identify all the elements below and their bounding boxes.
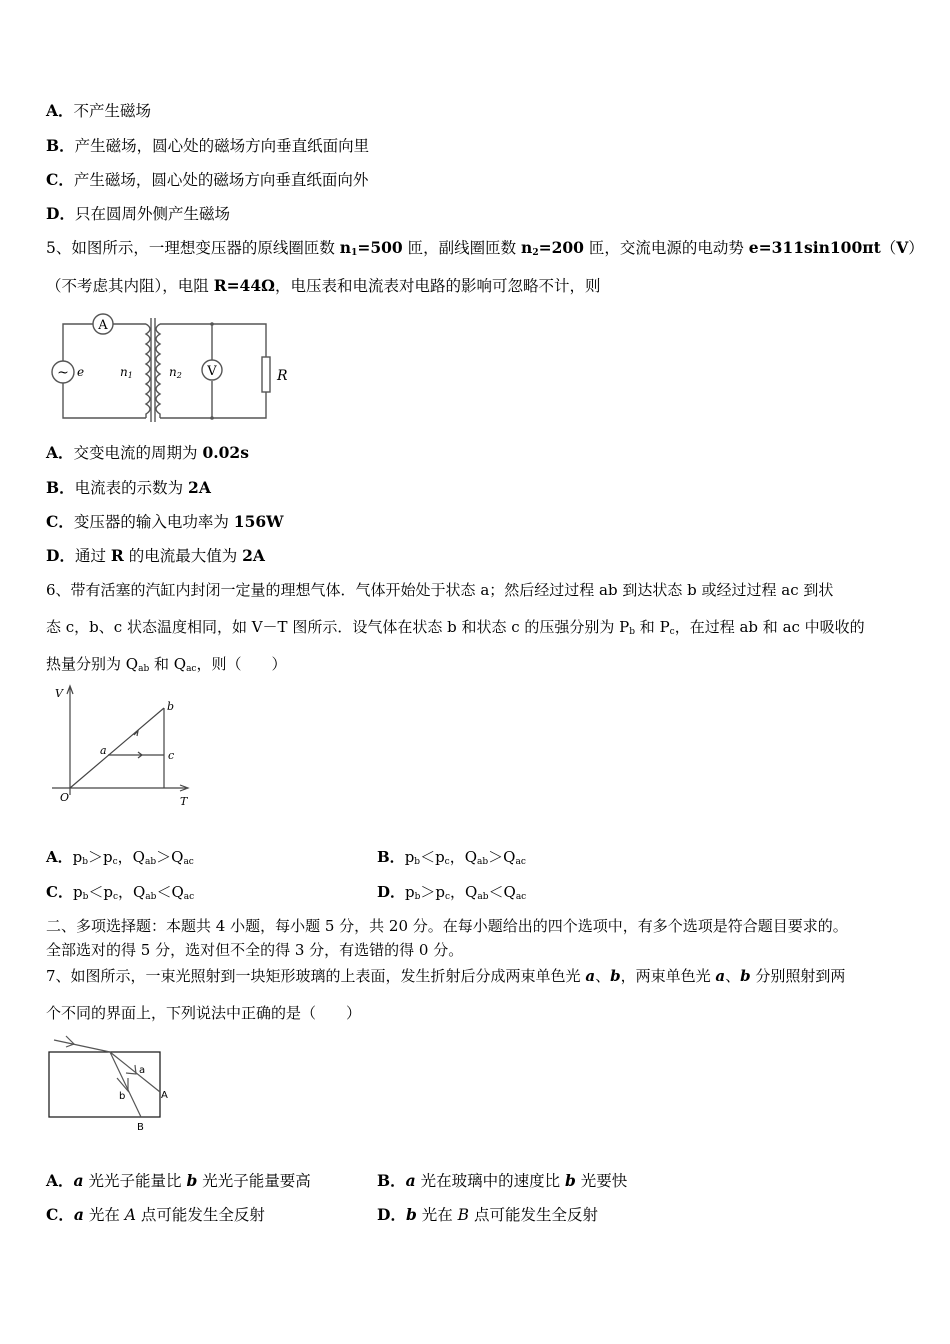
q5-stem-line1: 5、如图所示，一理想变压器的原线圈匝数 $n_1=500$ 匝，副线圈匝数 $n_2=200$ 匝，交流电源的电动势 e=311sin100πt（V） — [46, 238, 924, 258]
n1-label: n1 — [120, 365, 133, 380]
emf-label: e — [77, 365, 85, 379]
q7-option-a — [46, 1171, 311, 1191]
q6-option-b — [377, 847, 526, 872]
option-text: a 光在 A 点可能发生全反射 — [73, 1205, 265, 1224]
option-text: 电流表的示数为 2A — [74, 478, 211, 497]
option-label: B． — [377, 1171, 406, 1190]
glass-refraction-figure — [0, 0, 200, 1140]
v-axis-label: V — [55, 687, 63, 700]
option-label: C． — [46, 170, 74, 189]
source-symbol: ~ — [57, 365, 69, 381]
option-label: B． — [46, 478, 75, 497]
option-label: B． — [46, 136, 75, 155]
state-a-label: a — [100, 744, 107, 757]
q7-option-b — [377, 1171, 627, 1191]
q7-option-d — [377, 1205, 598, 1225]
option-text: $p_b<p_c$，$Q_{ab}>Q_{ac}$ — [404, 848, 526, 867]
option-label: A． — [46, 848, 73, 866]
q6-option-d — [377, 882, 526, 907]
ray-a — [110, 1052, 160, 1092]
q6-stem-line1: 6、带有活塞的汽缸内封闭一定量的理想气体．气体开始处于状态 a；然后经过过程 ab 到达状态 b 或经过过程 ac 到状 — [46, 581, 834, 599]
option-label: C． — [46, 883, 73, 901]
glass-block — [49, 1052, 160, 1117]
option-label: D． — [46, 546, 75, 565]
q6-stem-line3: 热量分别为 $Q_{ab}$ 和 $Q_{ac}$，则（ ） — [46, 655, 287, 674]
resistor-label: R — [277, 368, 288, 384]
option-text: a 光在玻璃中的速度比 b 光要快 — [405, 1171, 628, 1190]
option-text: 交变电流的周期为 0.02s — [73, 443, 249, 462]
resistor-icon — [262, 357, 270, 392]
ray-b-label: b — [119, 1091, 126, 1102]
option-text: 产生磁场，圆心处的磁场方向垂直纸面向外 — [73, 171, 369, 189]
option-text: 产生磁场，圆心处的磁场方向垂直纸面向里 — [74, 137, 370, 155]
section2-instructions-line1: 二、多项选择题：本题共 4 小题，每小题 5 分，共 20 分。在每小题给出的四个选项中，有多个选项是符合题目要求的。 — [46, 917, 848, 935]
option-text: 不产生磁场 — [73, 102, 152, 120]
n2-label: n2 — [169, 365, 182, 380]
incident-arrow — [66, 1036, 74, 1047]
option-label: C． — [46, 1205, 74, 1224]
option-text: $p_b>p_c$，$Q_{ab}>Q_{ac}$ — [72, 848, 194, 867]
q7-stem-line1: 7、如图所示，一束光照射到一块矩形玻璃的上表面，发生折射后分成两束单色光 a、b，两束单色光 a、b 分别照射到两 — [46, 967, 846, 985]
state-c-label: c — [168, 749, 175, 762]
option-text: $p_b<p_c$，$Q_{ab}<Q_{ac}$ — [72, 883, 195, 902]
option-text: a 光光子能量比 b 光光子能量要高 — [73, 1171, 311, 1190]
section2-instructions-line2: 全部选对的得 5 分，选对但不全的得 3 分，有选错的得 0 分。 — [46, 941, 464, 959]
q6-stem-line2: 态 c，b、c 状态温度相同，如 V－T 图所示．设气体在状态 b 和状态 c 的压强分别为 $P_b$ 和 $P_c$，在过程 ab 和 ac 中吸收的 — [46, 618, 865, 637]
option-text: 只在圆周外侧产生磁场 — [74, 205, 230, 223]
q7-stem-line2: 个不同的界面上，下列说法中正确的是（ ） — [46, 1004, 362, 1022]
state-b-label: b — [167, 700, 175, 713]
option-text: 通过 R 的电流最大值为 2A — [74, 546, 265, 565]
voltmeter-label: V — [207, 364, 217, 379]
ray-b-arrow — [117, 1078, 128, 1091]
option-label: D． — [377, 883, 406, 901]
option-label: A． — [46, 1171, 74, 1190]
point-b-label: B — [137, 1122, 144, 1133]
ray-b — [110, 1052, 141, 1117]
option-text: b 光在 B 点可能发生全反射 — [405, 1205, 598, 1224]
point-a-label: A — [161, 1090, 168, 1101]
option-label: D． — [377, 1205, 406, 1224]
option-label: A． — [46, 101, 74, 120]
option-label: C． — [46, 512, 74, 531]
option-text: $p_b>p_c$，$Q_{ab}<Q_{ac}$ — [405, 883, 527, 902]
option-label: B． — [377, 848, 405, 866]
incident-ray — [54, 1040, 110, 1052]
option-label: D． — [46, 204, 75, 223]
q7-option-c — [46, 1205, 265, 1225]
option-text: 变压器的输入电功率为 156W — [73, 512, 284, 531]
ray-a-label: a — [139, 1065, 146, 1076]
option-label: A． — [46, 443, 74, 462]
ammeter-label: A — [98, 318, 108, 333]
q5-stem-line2: （不考虑其内阻），电阻 R=44Ω，电压表和电流表对电路的影响可忽略不计，则 — [46, 276, 601, 295]
origin-label: O — [60, 791, 70, 804]
t-axis-label: T — [180, 795, 188, 808]
